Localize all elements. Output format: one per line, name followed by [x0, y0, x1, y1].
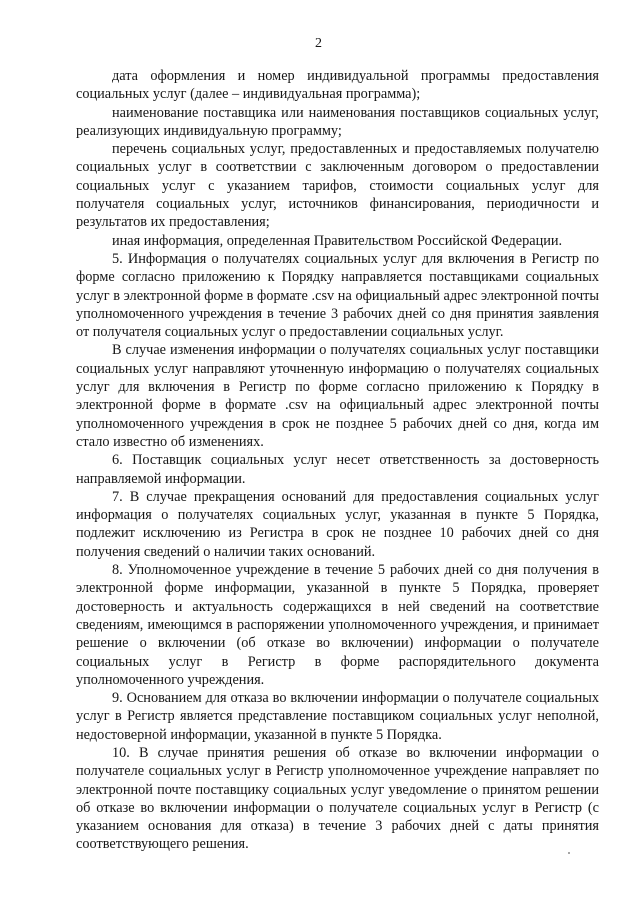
paragraph-clause-6: 6. Поставщик социальных услуг несет ответственность за достоверность направляемой информации. [76, 452, 599, 487]
paragraph-other-info: иная информация, определенная Правительством Российской Федерации. [112, 232, 563, 249]
paragraph-clause-5: 5. Информация о получателях социальных услуг для включения в Регистр по форме согласно приложению к Порядку направляется поставщиками социальных услуг в электронной форме в формате .csv на официальный адрес электронной почты уполномоченного учреждения в течение 3 рабочих дней со дня принятия заявления от получателя социальных услуг о предоставлении социальных услуг. [76, 250, 599, 341]
paragraph-clause-7: 7. В случае прекращения оснований для предоставления социальных услуг информация о получателях социальных услуг, указанная в пункте 5 Порядка, подлежит исключению из Регистра в срок не позднее 10 рабочих дней со дня получения сведений о наличии таких оснований. [76, 488, 599, 560]
paragraph-clause-5-changes: В случае изменения информации о получателях социальных услуг поставщики социальных услуг направляют уточненную информацию о получателях социальных услуг для включения в Регистр по форме согласно приложению к Порядку в электронной форме в формате .csv на официальный адрес электронной почты уполномоченного учреждения в срок не позднее 5 рабочих дней со дня, когда им стало известно об изменениях. [76, 342, 599, 450]
document-body [76, 67, 599, 854]
paragraph-clause-10: 10. В случае принятия решения об отказе во включении информации о получателе социальных услуг в Регистр уполномоченное учреждение направляет по электронной почте поставщику социальных услуг уведомление о принятом решении об отказе во включении информации о получателе социальных услуг в Регистр (с указанием основания для отказа) в течение 3 рабочих дней с даты принятия соответствующего решения. [76, 744, 599, 853]
scan-speck [568, 852, 570, 854]
paragraph-services-list: перечень социальных услуг, предоставленных и предоставляемых получателю социальных услуг в соответствии с заключенным договором о предоставлении социальных услуг с указанием тарифов, стоимости социальных услуг для получателя социальных услуг, источников финансирования, периодичности и результатов их предоставления; [76, 141, 599, 231]
paragraph-provider-name: наименование поставщика или наименования поставщиков социальных услуг, реализующих индивидуальную программу; [76, 104, 599, 139]
paragraph-program-date: дата оформления и номер индивидуальной программы предоставления социальных услуг (далее – индивидуальная программа); [76, 68, 599, 103]
page-number: 2 [315, 36, 322, 51]
paragraph-clause-8: 8. Уполномоченное учреждение в течение 5 рабочих дней со дня получения в электронной форме информации, указанной в пункте 5 Порядка, проверяет достоверность и актуальность содержащихся в ней сведений на соответствие сведениям, имеющимся в распоряжении уполномоченного учреждения, и принимает решение о включении (об отказе во включении) информации о получателе социальных услуг в Регистр в форме распорядительного документа уполномоченного учреждения. [76, 562, 599, 688]
paragraph-clause-9: 9. Основанием для отказа во включении информации о получателе социальных услуг в Регистр является представление поставщиком социальных услуг неполной, недостоверной информации, указанной в пункте 5 Порядка. [76, 690, 599, 743]
